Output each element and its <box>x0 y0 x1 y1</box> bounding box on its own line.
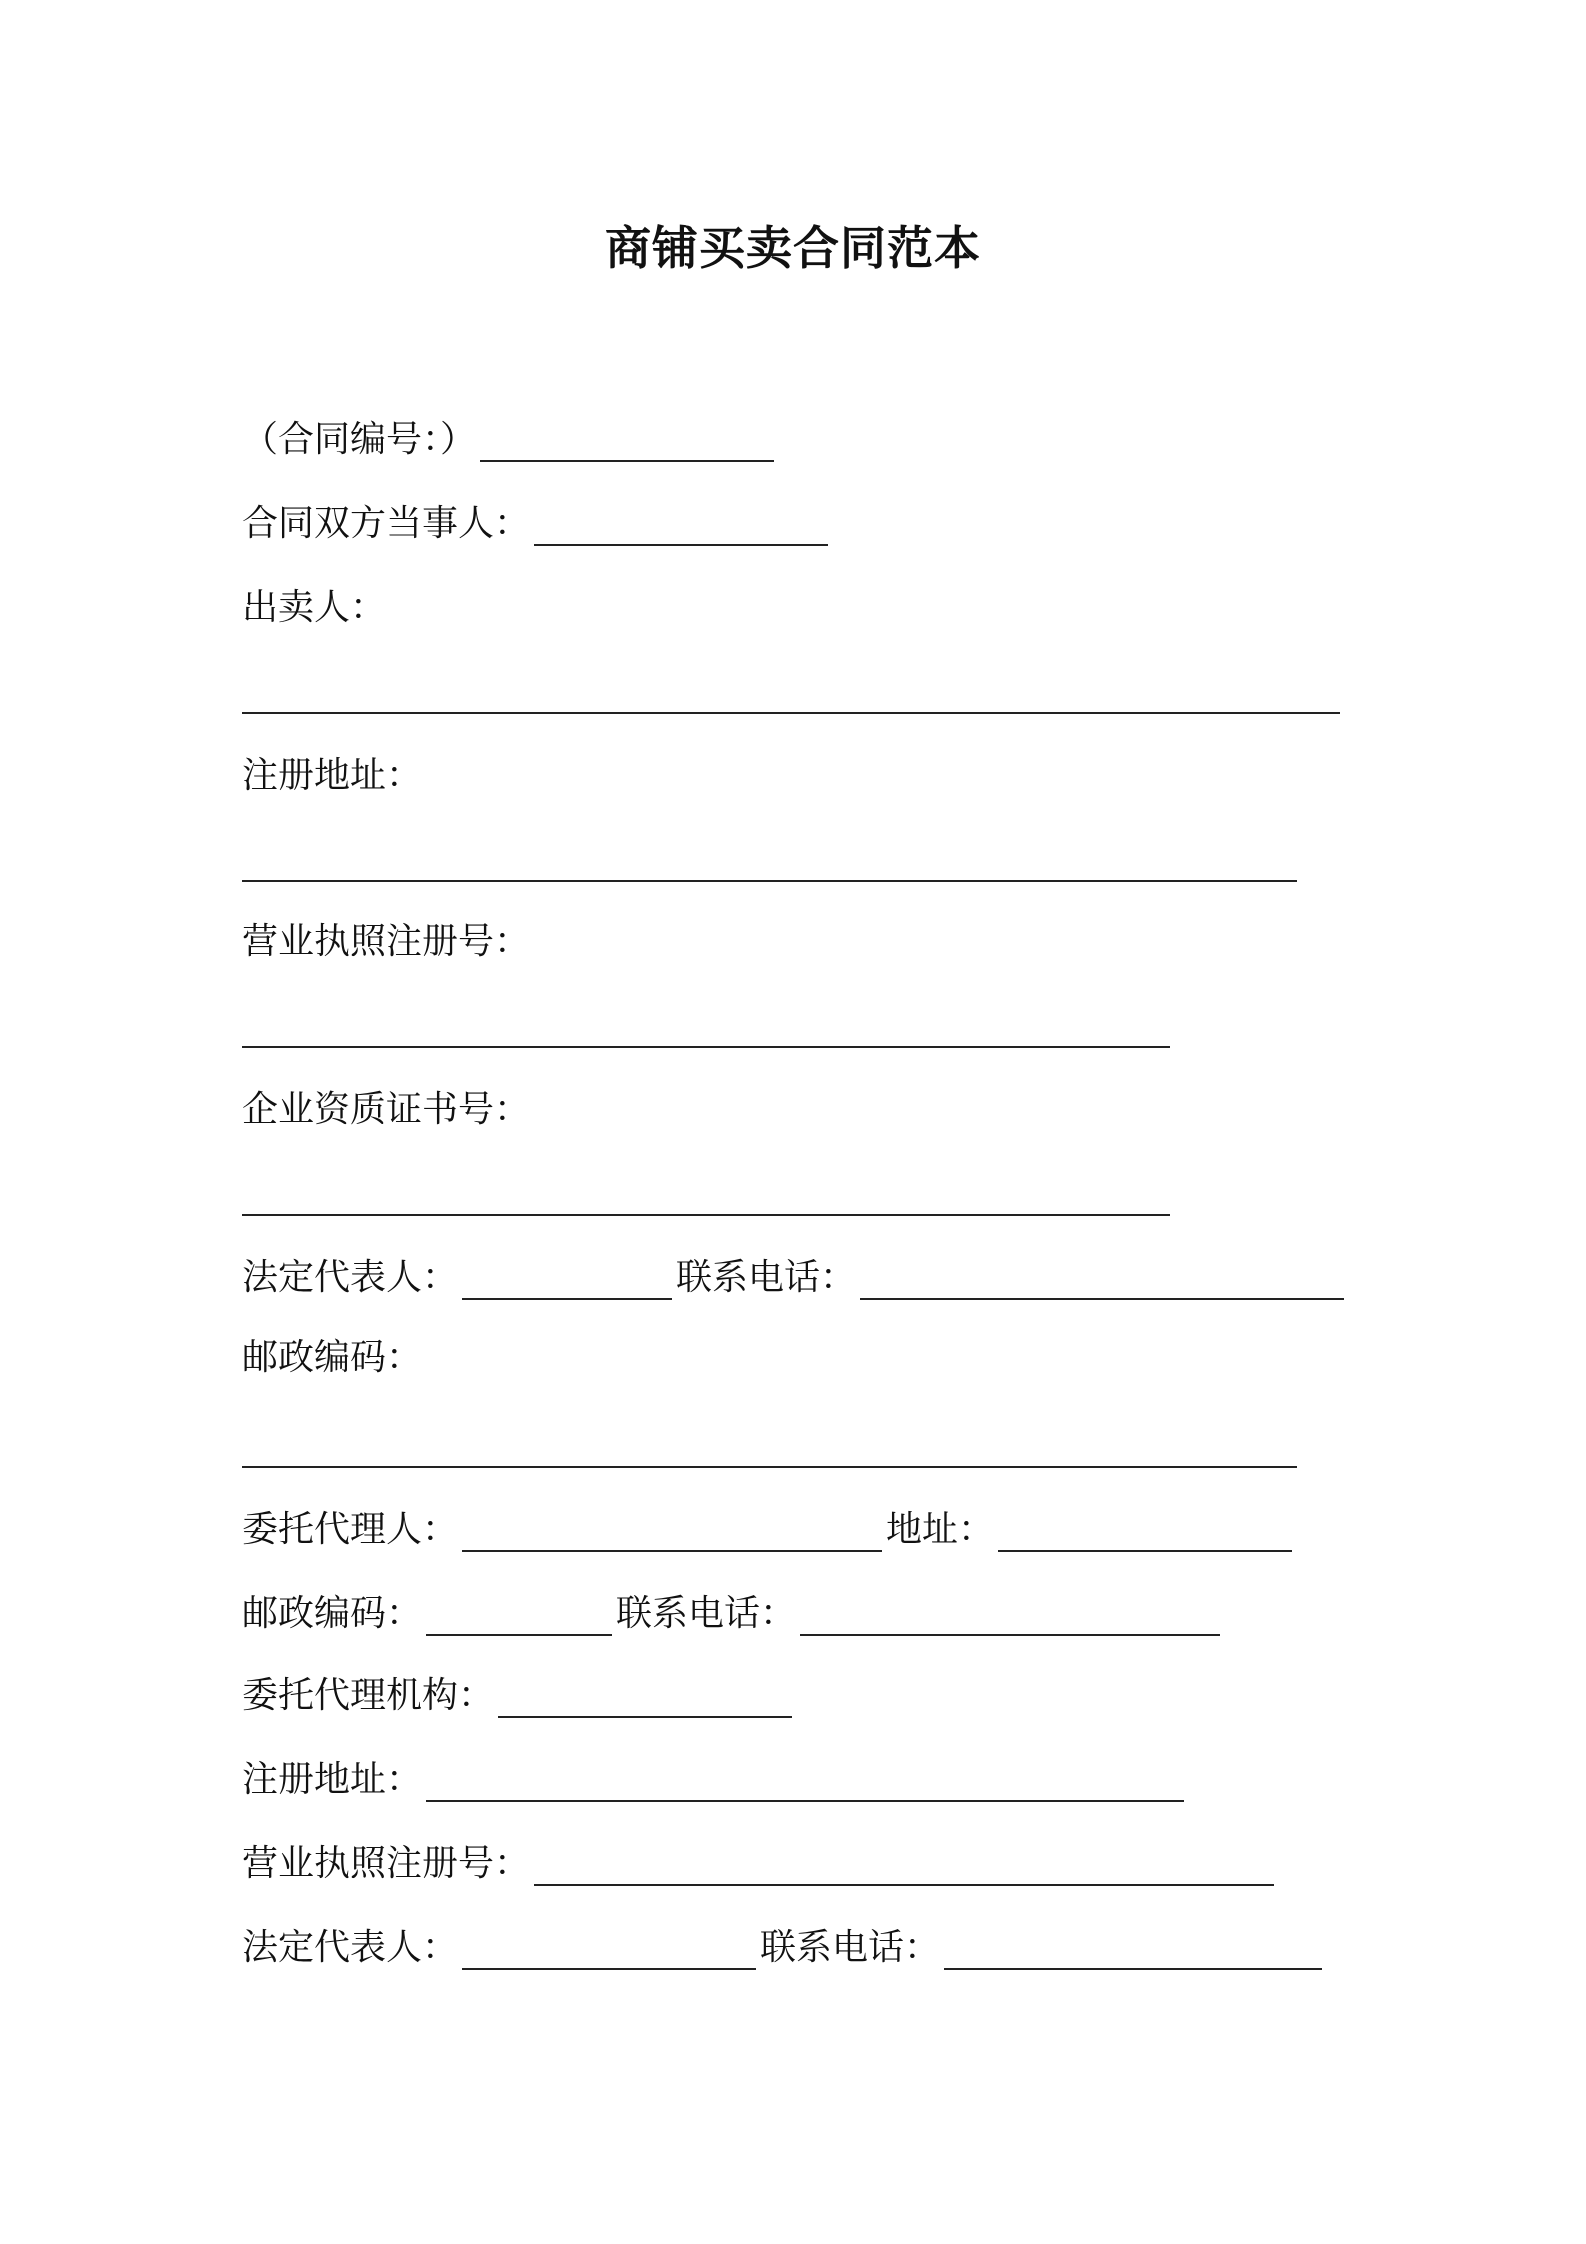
reg-address-2-line <box>242 1752 1188 1802</box>
agency-line <box>242 1668 796 1718</box>
agent-line <box>242 1502 1296 1552</box>
agency-blank[interactable] <box>498 1682 792 1718</box>
contact-phone-label: 联系电话： <box>676 1257 857 1298</box>
legal-rep-2-blank[interactable] <box>462 1934 756 1970</box>
business-license-2-line <box>242 1836 1278 1886</box>
agent-label: 委托代理人： <box>242 1509 459 1550</box>
postal-code-line <box>242 1330 422 1380</box>
legal-rep-2-line <box>242 1920 1326 1970</box>
agent-blank[interactable] <box>462 1516 882 1552</box>
document-title: 商铺买卖合同范本 <box>605 221 981 275</box>
postal-code-blank[interactable] <box>242 1464 1297 1468</box>
qualification-cert-blank[interactable] <box>242 1212 1170 1216</box>
address-blank[interactable] <box>998 1516 1292 1552</box>
business-license-blank[interactable] <box>242 1044 1170 1048</box>
legal-rep-line <box>242 1250 1348 1300</box>
business-license-2-blank[interactable] <box>534 1850 1274 1886</box>
contract-number-line <box>242 412 778 462</box>
contact-phone-2-blank[interactable] <box>800 1600 1220 1636</box>
seller-label: 出卖人： <box>242 587 387 628</box>
parties-blank[interactable] <box>534 510 828 546</box>
business-license-2-label: 营业执照注册号： <box>242 1843 531 1884</box>
business-license-label: 营业执照注册号： <box>242 921 531 962</box>
contact-phone-2-label: 联系电话： <box>616 1593 797 1634</box>
business-license-line <box>242 914 530 964</box>
seller-blank[interactable] <box>242 710 1340 714</box>
agency-label: 委托代理机构： <box>242 1675 495 1716</box>
contact-phone-blank[interactable] <box>860 1264 1344 1300</box>
qualification-cert-label: 企业资质证书号： <box>242 1089 531 1130</box>
postal-code-2-label: 邮政编码： <box>242 1593 423 1634</box>
reg-address-2-blank[interactable] <box>426 1766 1184 1802</box>
parties-label: 合同双方当事人： <box>242 503 531 544</box>
contract-number-blank[interactable] <box>480 426 774 462</box>
address-label: 地址： <box>886 1509 995 1550</box>
parties-line <box>242 496 832 546</box>
qualification-cert-line <box>242 1082 530 1132</box>
contract-number-label: （合同编号：） <box>242 419 477 460</box>
legal-rep-label: 法定代表人： <box>242 1257 459 1298</box>
contact-phone-3-blank[interactable] <box>944 1934 1322 1970</box>
legal-rep-2-label: 法定代表人： <box>242 1927 459 1968</box>
reg-address-blank[interactable] <box>242 878 1297 882</box>
contact-phone-3-label: 联系电话： <box>760 1927 941 1968</box>
postal-code-2-line <box>242 1586 1224 1636</box>
reg-address-label: 注册地址： <box>242 755 423 796</box>
reg-address-2-label: 注册地址： <box>242 1759 423 1800</box>
seller-line <box>242 580 386 630</box>
postal-code-label: 邮政编码： <box>242 1337 423 1378</box>
postal-code-2-blank[interactable] <box>426 1600 612 1636</box>
reg-address-line <box>242 748 422 798</box>
legal-rep-blank[interactable] <box>462 1264 672 1300</box>
